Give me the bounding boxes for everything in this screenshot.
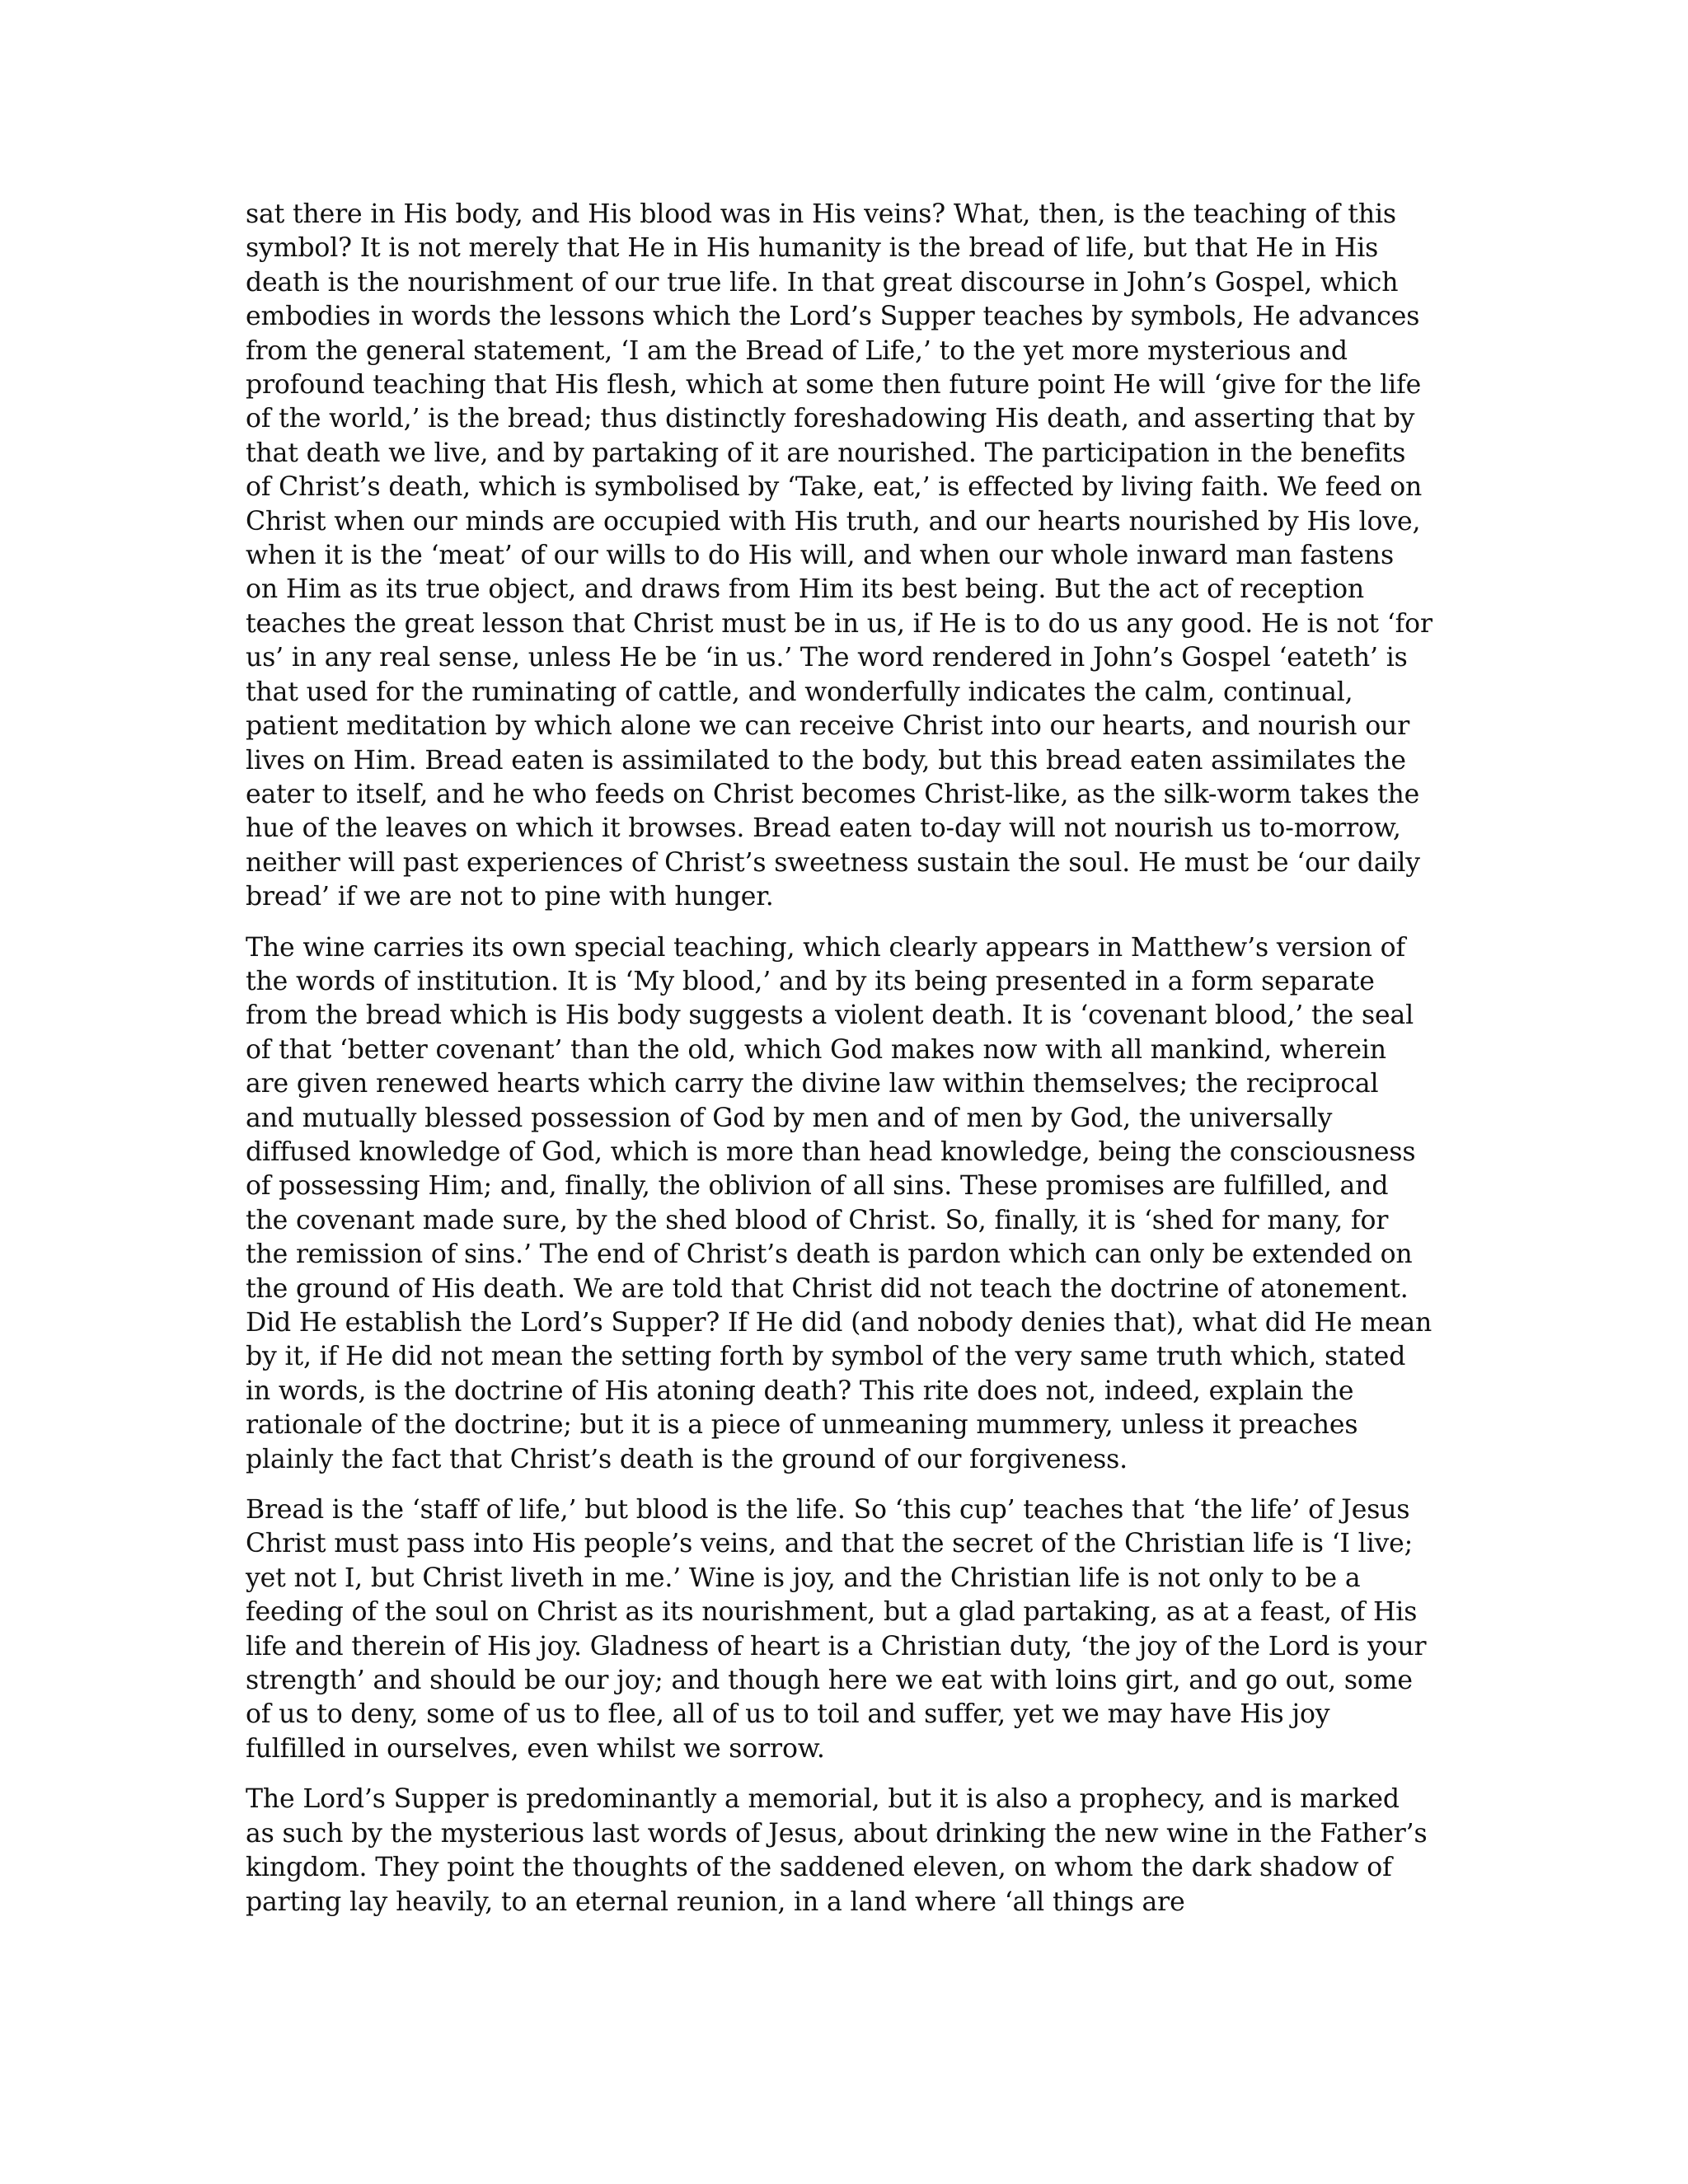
paragraph-3: Bread is the ‘staff of life,’ but blood is the life. So ‘this cup’ teaches that ‘the life’ of Jesus Christ must pass into His people’s veins, and that the secret of the Christian life is ‘I live; yet not I, but Christ liveth in me.’ Wine is joy, and the Christian life is not only to be a feeding of the soul on Christ as its nourishment, but a glad partaking, as at a feast, of His life and therein of His joy. Gladness of heart is a Christian duty, ‘the joy of the Lord is your strength’ and should be our joy; and though here we eat with loins girt, and go out, some of us to deny, some of us to flee, all of us to toil and suffer, yet we may have His joy fulfilled in ourselves, even whilst we sorrow. bbox=[246, 1495, 1427, 1764]
paragraph-2: The wine carries its own special teaching, which clearly appears in Matthew’s version of the words of institution. It is ‘My blood,’ and by its being presented in a form separate from the bread which is His body suggests a violent death. It is ‘covenant blood,’ the seal of that ‘better covenant’ than the old, which God makes now with all mankind, wherein are given renewed hearts which carry the divine law within themselves; the reciprocal and mutually blessed possession of God by men and of men by God, the universally diffused knowledge of God, which is more than head knowledge, being the consciousness of possessing Him; and, finally, the oblivion of all sins. These promises are fulfilled, and the covenant made sure, by the shed blood of Christ. So, finally, it is ‘shed for many, for the remission of sins.’ The end of Christ’s death is pardon which can only be extended on the ground of His death. We are told that Christ did not teach the doctrine of atonement. Did He establish the Lord’s Supper? If He did (and nobody denies that), what did He mean by it, if He did not mean the setting forth by symbol of the very same truth which, stated in words, is the doctrine of His atoning death? This rite does not, indeed, explain the rationale of the doctrine; but it is a piece of unmeaning mummery, unless it preaches plainly the fact that Christ’s death is the ground of our forgiveness. bbox=[246, 932, 1432, 1474]
paragraph-4: The Lord’s Supper is predominantly a memorial, but it is also a prophecy, and is marked as such by the mysterious last words of Jesus, about drinking the new wine in the Father’s kingdom. They point the thoughts of the saddened eleven, on whom the dark shadow of parting lay heavily, to an eternal reunion, in a land where ‘all things are bbox=[246, 1784, 1428, 1917]
document-page bbox=[246, 198, 1432, 1936]
paragraph-1: sat there in His body, and His blood was in His veins? What, then, is the teaching of this symbol? It is not merely that He in His humanity is the bread of life, but that He in His death is the nourishment of our true life. In that great discourse in John’s Gospel, which embodies in words the lessons which the Lord’s Supper teaches by symbols, He advances from the general statement, ‘I am the Bread of Life,’ to the yet more mysterious and profound teaching that His flesh, which at some then future point He will ‘give for the life of the world,’ is the bread; thus distinctly foreshadowing His death, and asserting that by that death we live, and by partaking of it are nourished. The participation in the benefits of Christ’s death, which is symbolised by ‘Take, eat,’ is effected by living faith. We feed on Christ when our minds are occupied with His truth, and our hearts nourished by His love, when it is the ‘meat’ of our wills to do His will, and when our whole inward man fastens on Him as its true object, and draws from Him its best being. But the act of reception teaches the great lesson that Christ must be in us, if He is to do us any good. He is not ‘for us’ in any real sense, unless He be ‘in us.’ The word rendered in John’s Gospel ‘eateth’ is that used for the ruminating of cattle, and wonderfully indicates the calm, continual, patient meditation by which alone we can receive Christ into our hearts, and nourish our lives on Him. Bread eaten is assimilated to the body, but this bread eaten assimilates the eater to itself, and he who feeds on Christ becomes Christ-like, as the silk-worm takes the hue of the leaves on which it browses. Bread eaten to-day will not nourish us to-morrow, neither will past experiences of Christ’s sweetness sustain the soul. He must be ‘our daily bread’ if we are not to pine with hunger. bbox=[246, 199, 1432, 912]
